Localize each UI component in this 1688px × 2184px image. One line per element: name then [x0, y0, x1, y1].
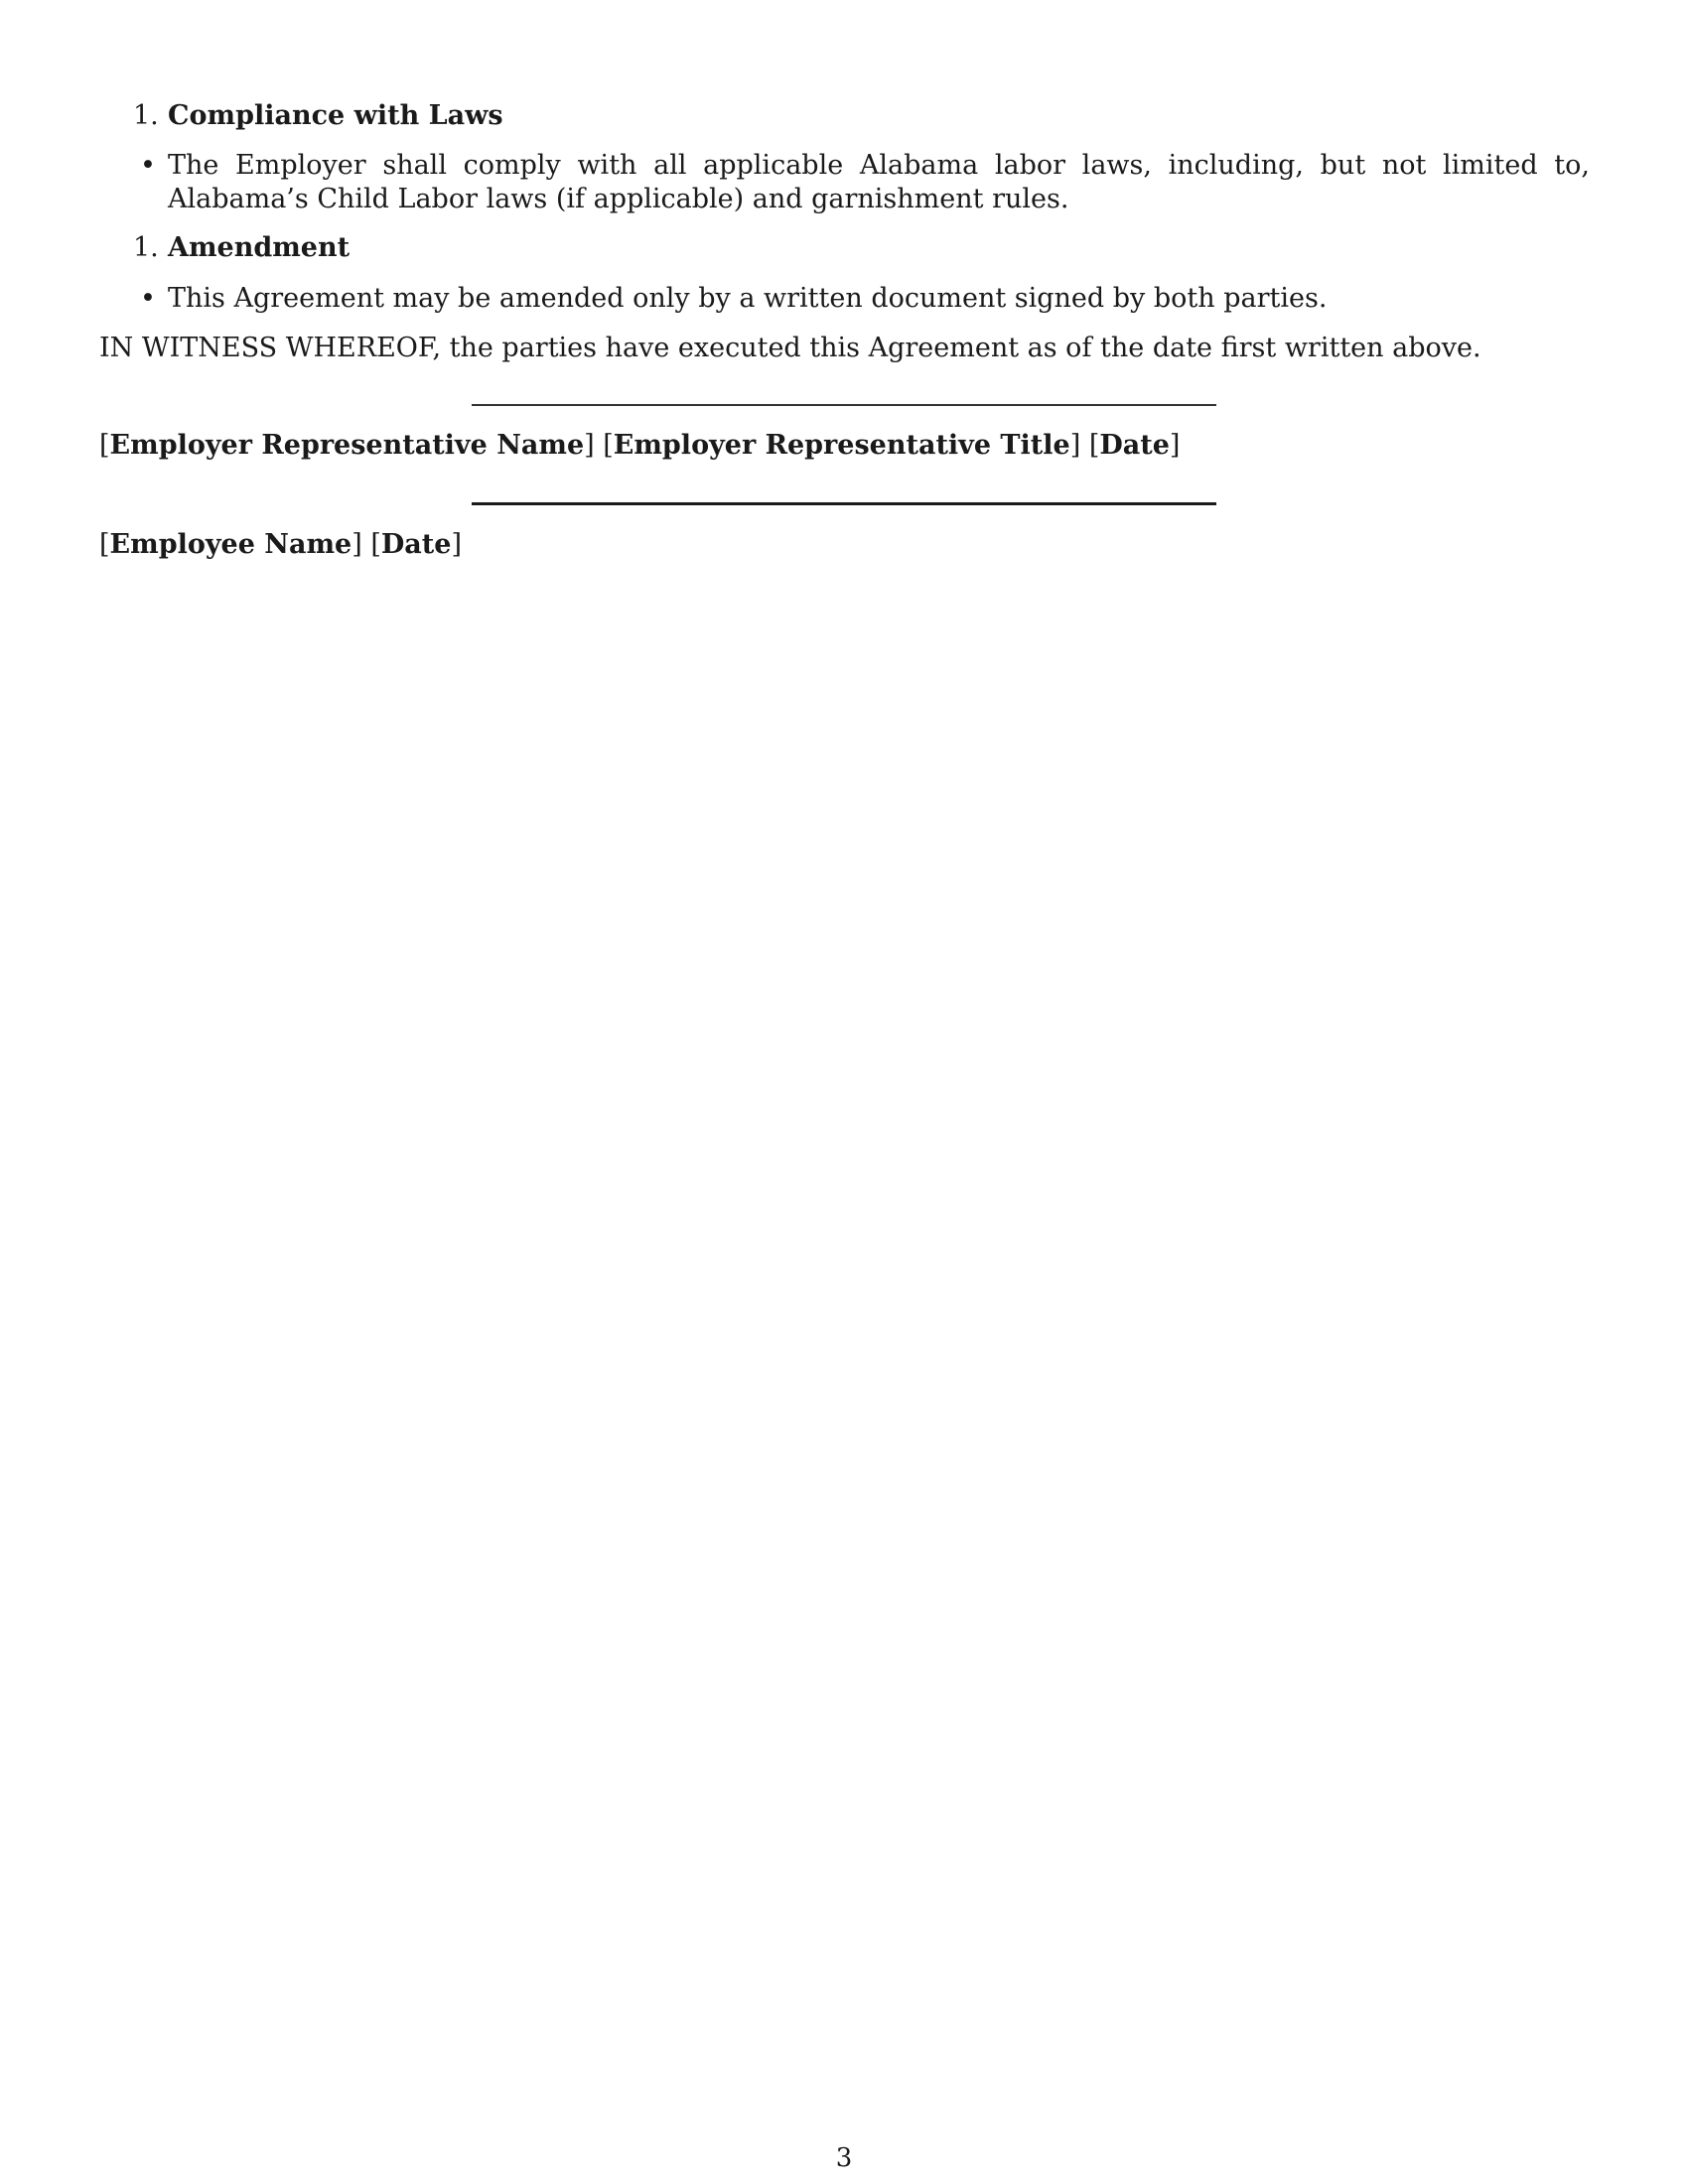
section-heading-compliance — [133, 99, 503, 133]
section-title: Compliance with Laws — [168, 100, 503, 131]
bullet-icon: • — [140, 150, 156, 181]
employee-name: Employee Name — [109, 529, 352, 560]
section-number: 1. — [133, 100, 159, 131]
employee-signature-caption: [Employee Name] [Date] — [99, 529, 462, 560]
section-number: 1. — [133, 232, 159, 263]
bullet-text: The Employer shall comply with all applicable Alabama labor laws, including, but not limited to, Alabama’s Child Labor laws (if applicable) and garnishment rules. — [168, 150, 1590, 214]
section-title: Amendment — [168, 232, 351, 263]
witness-clause: IN WITNESS WHEREOF, the parties have executed this Agreement as of the date first written above. — [99, 333, 1481, 363]
bullet-text: This Agreement may be amended only by a written document signed by both parties. — [168, 283, 1328, 314]
employer-signature-date: Date — [1099, 430, 1170, 461]
section-heading-amendment — [133, 231, 350, 265]
employer-signature-caption: [Employer Representative Name] [Employer Representative Title] [Date] — [99, 430, 1181, 461]
employer-signature-line — [472, 404, 1216, 406]
employer-rep-name: Employer Representative Name — [109, 430, 585, 461]
employee-signature-date: Date — [380, 529, 452, 560]
bullet-item-compliance — [140, 149, 1590, 216]
employee-signature-line — [472, 502, 1216, 505]
bullet-icon: • — [140, 283, 156, 314]
page-number: 3 — [835, 2143, 853, 2173]
bullet-item-amendment — [140, 282, 1590, 316]
employer-rep-title: Employer Representative Title — [613, 430, 1070, 461]
